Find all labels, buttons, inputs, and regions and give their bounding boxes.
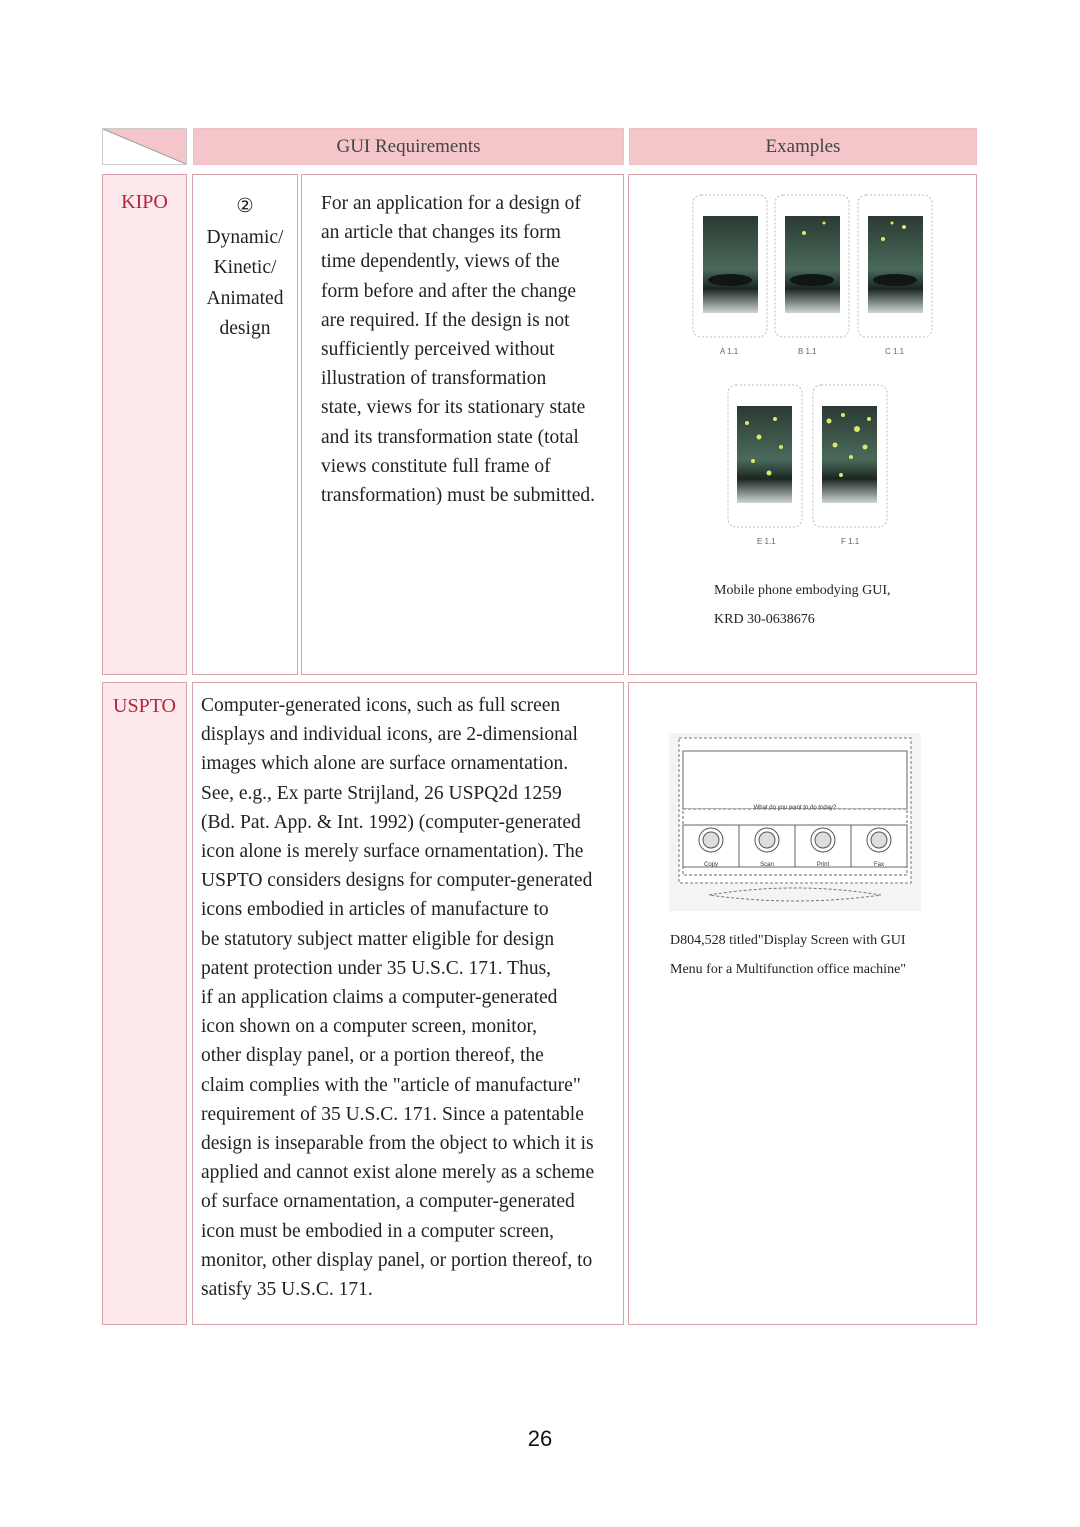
phone-label-b: B 1.1 xyxy=(798,347,817,356)
caption-line: Mobile phone embodying GUI, xyxy=(714,583,891,598)
office-machine-screen-illustration xyxy=(669,733,921,911)
uspto-label: USPTO xyxy=(113,695,176,717)
requirement-line: design is inseparable from the object to which it is xyxy=(201,1133,594,1155)
requirement-line: See, e.g., Ex parte Strijland, 26 USPQ2d 1259 xyxy=(201,782,562,804)
requirement-line: applied and cannot exist alone merely as a scheme xyxy=(201,1162,595,1184)
uspto-example-cell xyxy=(628,682,977,1325)
requirement-line: are required. If the design is not xyxy=(321,309,570,331)
requirement-line: illustration of transformation xyxy=(321,368,547,390)
kipo-requirement-text xyxy=(321,189,595,510)
requirement-line: icon shown on a computer screen, monitor, xyxy=(201,1016,538,1038)
uspto-requirement-cell xyxy=(192,682,624,1325)
screen-prompt: What do you want to do today? xyxy=(753,805,837,811)
uspto-requirement-text xyxy=(201,691,594,1304)
kipo-label: KIPO xyxy=(121,191,168,213)
category-line: Kinetic/ xyxy=(213,257,277,278)
requirement-line: requirement of 35 U.S.C. 171. Since a patentable xyxy=(201,1103,584,1125)
screen-button-scan: Scan xyxy=(760,862,774,868)
screen-button-fax: Fax xyxy=(873,862,884,868)
requirement-line: if an application claims a computer-generated xyxy=(201,987,558,1009)
phone-a xyxy=(693,195,767,337)
requirement-line: monitor, other display panel, or portion thereof, to xyxy=(201,1249,593,1271)
requirement-line: of surface ornamentation, a computer-generated xyxy=(201,1191,575,1213)
requirement-line: and its transformation state (total xyxy=(321,426,579,448)
phone-b xyxy=(775,195,849,337)
page-number: 26 xyxy=(527,1426,553,1451)
phone-c xyxy=(858,195,932,337)
requirement-line: claim complies with the "article of manufacture" xyxy=(201,1074,581,1096)
caption-line: Menu for a Multifunction office machine" xyxy=(670,962,906,977)
kipo-example-cell xyxy=(628,174,977,675)
kipo-example-caption xyxy=(714,576,891,634)
requirement-line: icon alone is merely surface ornamentation). The xyxy=(201,841,584,863)
category-line: Dynamic/ xyxy=(206,226,284,248)
requirement-line: transformation) must be submitted. xyxy=(321,485,596,507)
requirement-line: other display panel, or a portion thereof, the xyxy=(201,1045,544,1067)
requirement-line: state, views for its stationary state xyxy=(321,397,586,419)
requirement-line: satisfy 35 U.S.C. 171. xyxy=(201,1279,373,1301)
requirement-line: displays and individual icons, are 2-dimensional xyxy=(201,724,578,746)
requirement-line: be statutory subject matter eligible for design xyxy=(201,928,555,950)
requirement-line: USPTO considers designs for computer-generated xyxy=(201,870,593,892)
category-line: design xyxy=(219,318,271,339)
phone-label-c: C 1.1 xyxy=(885,347,905,356)
screen-button-print: Print xyxy=(816,862,830,868)
kipo-requirement-cell xyxy=(301,174,624,675)
phone-label-a: A 1.1 xyxy=(720,347,739,356)
corner-cell xyxy=(102,128,187,165)
caption-line: KRD 30-0638676 xyxy=(714,612,815,627)
kipo-category xyxy=(193,192,297,345)
phone-e xyxy=(728,385,802,527)
requirement-line: (Bd. Pat. App. & Int. 1992) (computer-generated xyxy=(201,811,581,833)
requirement-line: an article that changes its form xyxy=(321,222,561,244)
phone-f xyxy=(813,385,887,527)
requirement-line: icon must be embodied in a computer screen, xyxy=(201,1220,555,1242)
requirement-line: For an application for a design of xyxy=(321,193,581,214)
diagonal-divider xyxy=(103,129,186,164)
kipo-label-cell xyxy=(102,174,187,675)
kipo-phone-illustrations xyxy=(629,175,976,565)
requirement-line: sufficiently perceived without xyxy=(321,339,555,361)
header-requirements: GUI Requirements xyxy=(193,128,624,165)
phone-label-e: E 1.1 xyxy=(757,537,776,546)
requirement-line: icons embodied in articles of manufacture to xyxy=(201,899,549,921)
category-line: ② xyxy=(236,196,254,217)
requirement-line: time dependently, views of the xyxy=(321,251,560,273)
requirement-line: views constitute full frame of xyxy=(321,455,551,477)
requirement-line: Computer-generated icons, such as full screen xyxy=(201,695,561,716)
requirement-line: images which alone are surface ornamentation. xyxy=(201,753,569,775)
caption-line: D804,528 titled"Display Screen with GUI xyxy=(670,933,906,948)
kipo-category-cell xyxy=(192,174,298,675)
uspto-example-caption xyxy=(670,926,906,984)
header-examples: Examples xyxy=(629,128,977,165)
category-line: Animated xyxy=(206,287,284,309)
screen-button-copy: Copy xyxy=(703,862,718,868)
phone-label-f: F 1.1 xyxy=(841,537,860,546)
uspto-label-cell xyxy=(102,682,187,1325)
requirement-line: patent protection under 35 U.S.C. 171. Thus, xyxy=(201,957,552,979)
requirement-line: form before and after the change xyxy=(321,280,576,302)
